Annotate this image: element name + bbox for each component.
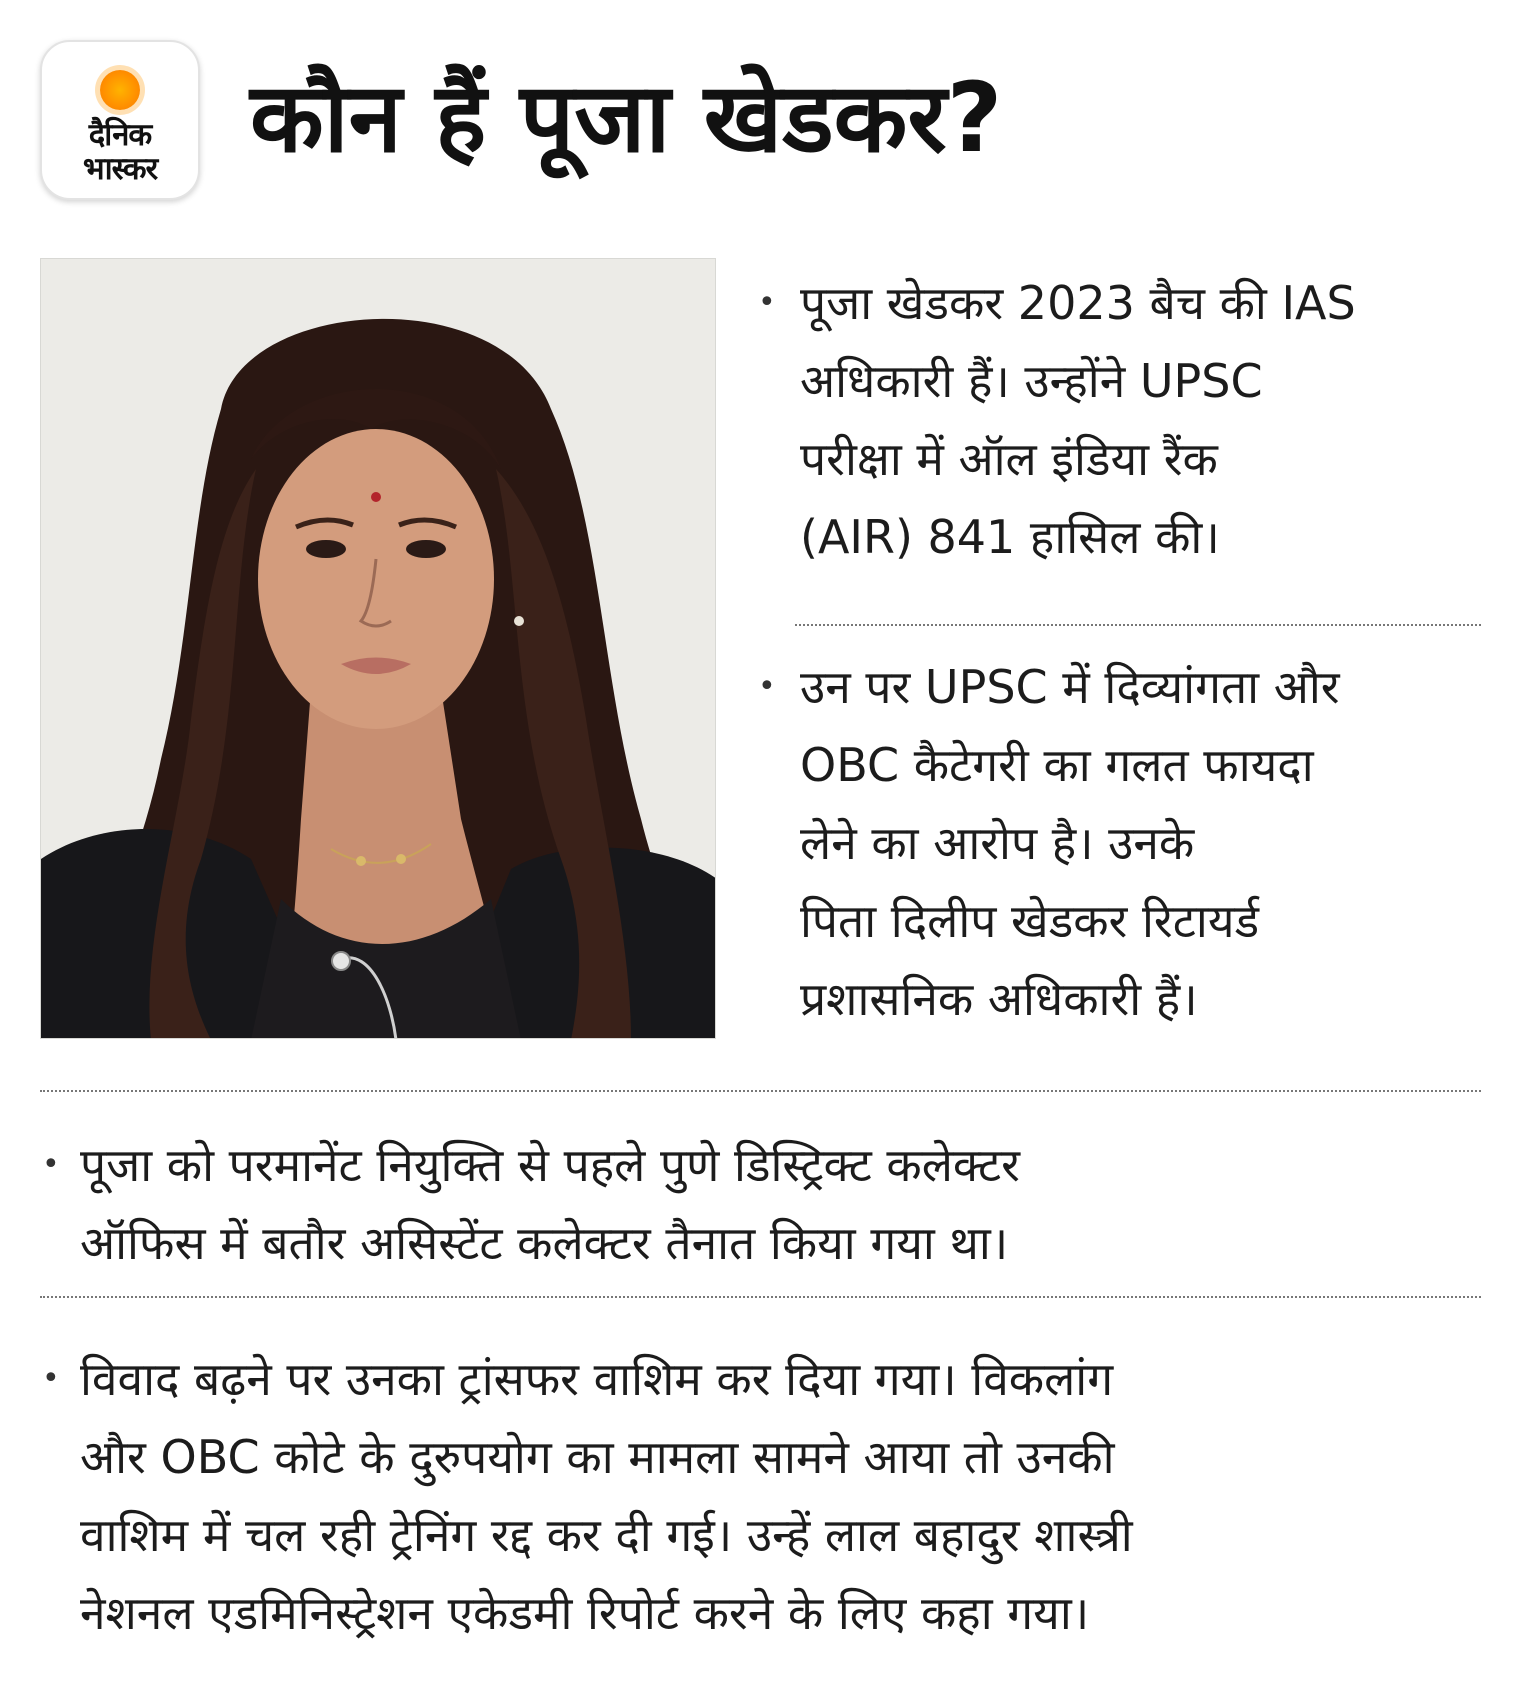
bullet-line: प्रशासनिक अधिकारी हैं। <box>800 972 1198 1026</box>
bullet-line: उन पर UPSC में दिव्यांगता और <box>800 660 1340 714</box>
bullet-dot: • <box>758 669 776 704</box>
bullet-allegation <box>758 648 1340 1038</box>
bullet-line: अधिकारी हैं। उन्होंने UPSC <box>800 354 1263 408</box>
bullet-dot: • <box>758 285 776 320</box>
bullet-transfer <box>42 1340 1133 1652</box>
portrait-illustration <box>41 259 716 1039</box>
bullet-line: और OBC कोटे के दुरुपयोग का मामला सामने आया तो उनकी <box>80 1430 1115 1484</box>
bullet-line: (AIR) 841 हासिल की। <box>800 510 1220 564</box>
bullet-line: पूजा को परमानेंट नियुक्ति से पहले पुणे डिस्ट्रिक्ट कलेक्टर <box>80 1138 1020 1192</box>
divider <box>40 1090 1481 1092</box>
bullet-line: ऑफिस में बतौर असिस्टेंट कलेक्टर तैनात किया गया था। <box>80 1216 1009 1270</box>
divider <box>40 1296 1481 1298</box>
portrait-photo <box>40 258 716 1039</box>
bullet-line: विवाद बढ़ने पर उनका ट्रांसफर वाशिम कर दिया गया। विकलांग <box>80 1352 1114 1406</box>
bullet-posting <box>42 1126 1020 1282</box>
bullet-ias-rank <box>758 264 1356 576</box>
page-title: कौन हैं पूजा खेडकर? <box>250 62 1003 174</box>
logo-text-line2: भास्कर <box>82 151 158 187</box>
logo-text-line1: दैनिक <box>88 117 152 153</box>
bullet-line: पिता दिलीप खेडकर रिटायर्ड <box>800 894 1260 948</box>
bullet-line: पूजा खेडकर 2023 बैच की IAS <box>800 276 1356 330</box>
bullet-line: OBC कैटेगरी का गलत फायदा <box>800 738 1314 792</box>
sun-icon <box>100 70 140 110</box>
bullet-line: नेशनल एडमिनिस्ट्रेशन एकेडमी रिपोर्ट करने के लिए कहा गया। <box>80 1586 1090 1640</box>
bullet-dot: • <box>42 1361 60 1396</box>
bullet-line: परीक्षा में ऑल इंडिया रैंक <box>800 432 1218 486</box>
bullet-line: लेने का आरोप है। उनके <box>800 816 1195 870</box>
dainik-bhaskar-logo <box>40 40 200 200</box>
bullet-line: वाशिम में चल रही ट्रेनिंग रद्द कर दी गई। उन्हें लाल बहादुर शास्त्री <box>80 1508 1133 1562</box>
divider <box>795 624 1481 626</box>
bullet-dot: • <box>42 1147 60 1182</box>
